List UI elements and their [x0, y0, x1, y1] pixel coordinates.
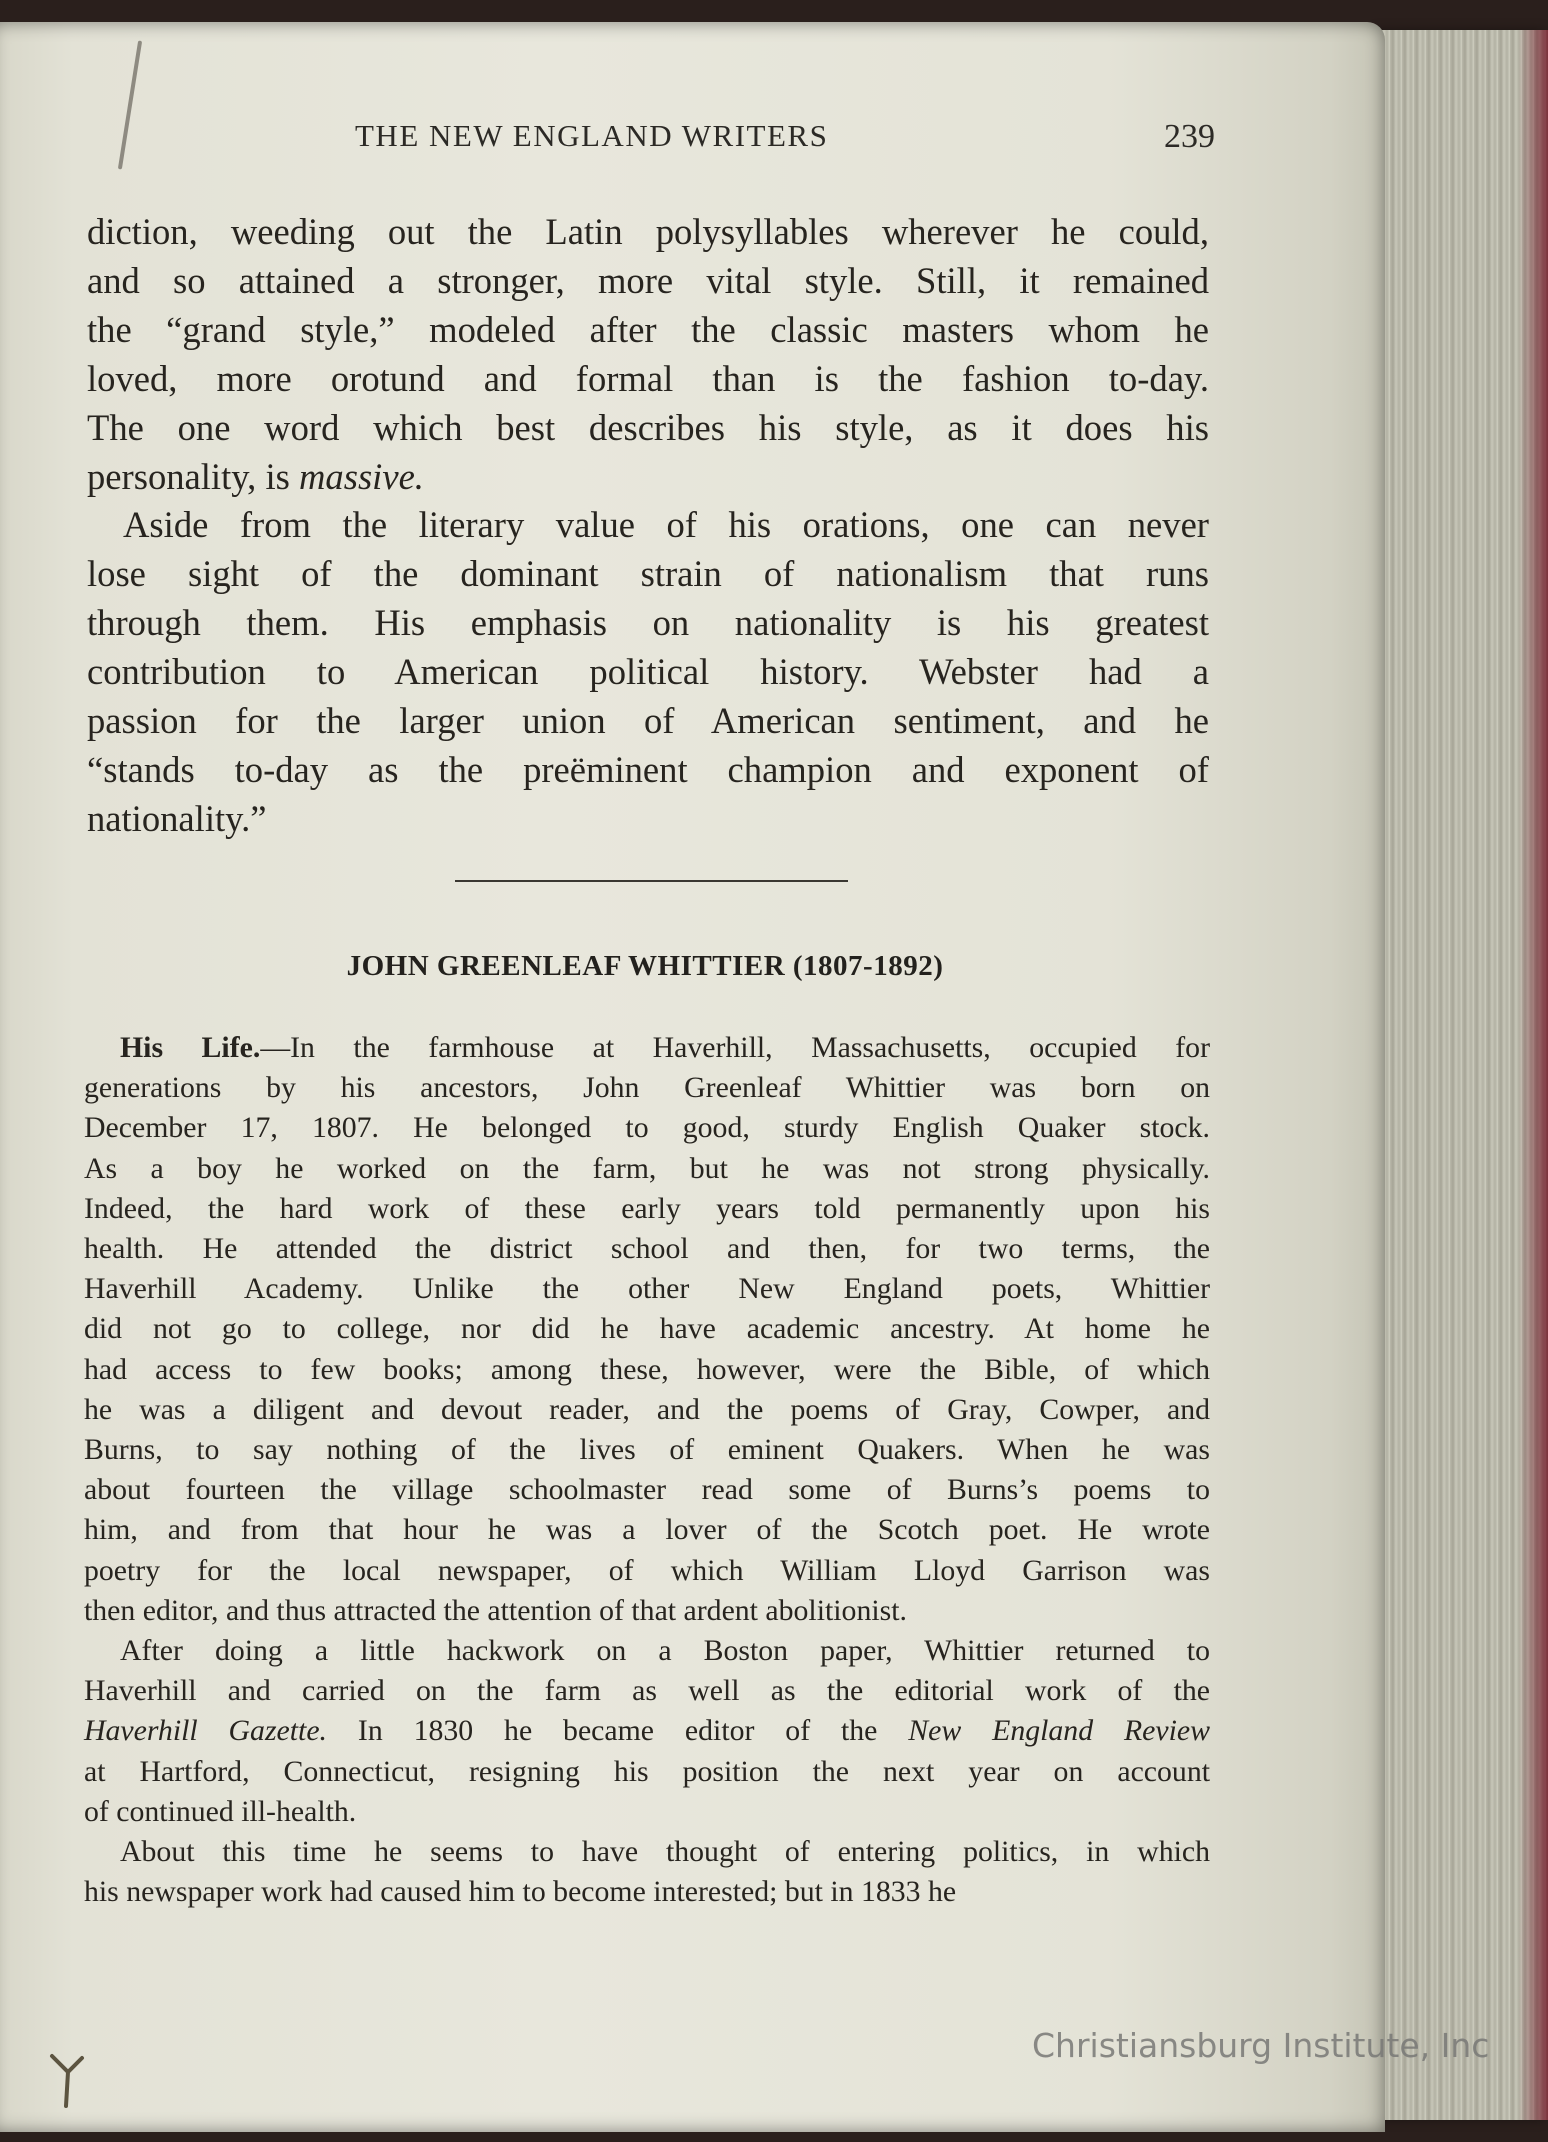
text-line: through them. His emphasis on nationality is his greatest	[87, 602, 1209, 644]
text-line: nationality.”	[87, 797, 267, 839]
text-line: Burns, to say nothing of the lives of eminent Quakers. When he was	[84, 1433, 1210, 1467]
text-line: Haverhill and carried on the farm as well as the editorial work of the	[84, 1674, 1210, 1708]
text-line: passion for the larger union of American sentiment, and he	[87, 700, 1209, 742]
text-line: “stands to-day as the preëminent champion and exponent of	[87, 748, 1209, 790]
corner-stamp-icon	[48, 2050, 88, 2110]
text-line: Aside from the literary value of his orations, one can never	[123, 504, 1209, 546]
text-line	[84, 1028, 1210, 1068]
text-line: about fourteen the village schoolmaster read some of Burns’s poems to	[84, 1473, 1210, 1507]
text-line: loved, more orotund and formal than is the fashion to-day.	[87, 357, 1209, 399]
watermark: Christiansburg Institute, Inc	[1032, 2026, 1490, 2065]
text-line: diction, weeding out the Latin polysyllables wherever he could,	[87, 211, 1209, 252]
text-line: then editor, and thus attracted the attention of that ardent abolitionist.	[84, 1593, 907, 1627]
book-fore-edge	[1378, 30, 1548, 2120]
text-line: him, and from that hour he was a lover of the Scotch poet. He wrote	[84, 1513, 1210, 1547]
run-in-heading: His Life.	[120, 1031, 261, 1064]
text-fragment: In 1830 he became editor of the	[327, 1714, 909, 1748]
text-fragment: —In the farmhouse at Haverhill, Massachusetts, occupied for	[260, 1031, 1210, 1064]
text-line: As a boy he worked on the farm, but he was not strong physically.	[84, 1151, 1210, 1185]
italic-word: massive.	[299, 455, 424, 497]
text-line	[84, 1711, 1210, 1751]
text-line: and so attained a stronger, more vital style. Still, it remained	[87, 259, 1209, 301]
section-heading: JOHN GREENLEAF WHITTIER (1807-1892)	[346, 950, 944, 982]
page-number: 239	[1164, 118, 1215, 155]
running-title: THE NEW ENGLAND WRITERS	[355, 118, 829, 153]
upper-text-block	[87, 208, 1209, 844]
lower-text-block	[84, 1028, 1210, 1912]
text-line: After doing a little hackwork on a Boston paper, Whittier returned to	[120, 1634, 1210, 1668]
text-line: at Hartford, Connecticut, resigning his position the next year on account	[84, 1754, 1210, 1788]
text-line: had access to few books; among these, however, were the Bible, of which	[84, 1352, 1210, 1386]
text-line: Haverhill Academy. Unlike the other New England poets, Whittier	[84, 1272, 1210, 1306]
text-line: December 17, 1807. He belonged to good, sturdy English Quaker stock.	[84, 1111, 1210, 1145]
text-line: About this time he seems to have thought of entering politics, in which	[120, 1835, 1210, 1869]
text-line: he was a diligent and devout reader, and the poems of Gray, Cowper, and	[84, 1392, 1210, 1426]
text-line: did not go to college, nor did he have academic ancestry. At home he	[84, 1312, 1210, 1346]
text-fragment: personality, is	[87, 455, 299, 497]
text-line: The one word which best describes his style, as it does his	[87, 406, 1209, 448]
text-line: of continued ill-health.	[84, 1794, 357, 1828]
text-line: contribution to American political history. Webster had a	[87, 651, 1209, 693]
text-line: Indeed, the hard work of these early years told permanently upon his	[84, 1191, 1210, 1225]
italic-title: Haverhill Gazette.	[84, 1714, 328, 1748]
text-line: his newspaper work had caused him to become interested; but in 1833 he	[84, 1875, 957, 1909]
running-head	[355, 118, 1215, 162]
text-line: lose sight of the dominant strain of nationalism that runs	[87, 553, 1209, 595]
text-line	[87, 453, 1209, 502]
text-line: generations by his ancestors, John Greenleaf Whittier was born on	[84, 1071, 1210, 1105]
text-line: the “grand style,” modeled after the classic masters whom he	[87, 308, 1209, 350]
section-divider	[455, 880, 848, 882]
text-line: health. He attended the district school and then, for two terms, the	[84, 1232, 1210, 1266]
text-line: poetry for the local newspaper, of which William Lloyd Garrison was	[84, 1553, 1210, 1587]
italic-title: New England Review	[908, 1714, 1211, 1748]
